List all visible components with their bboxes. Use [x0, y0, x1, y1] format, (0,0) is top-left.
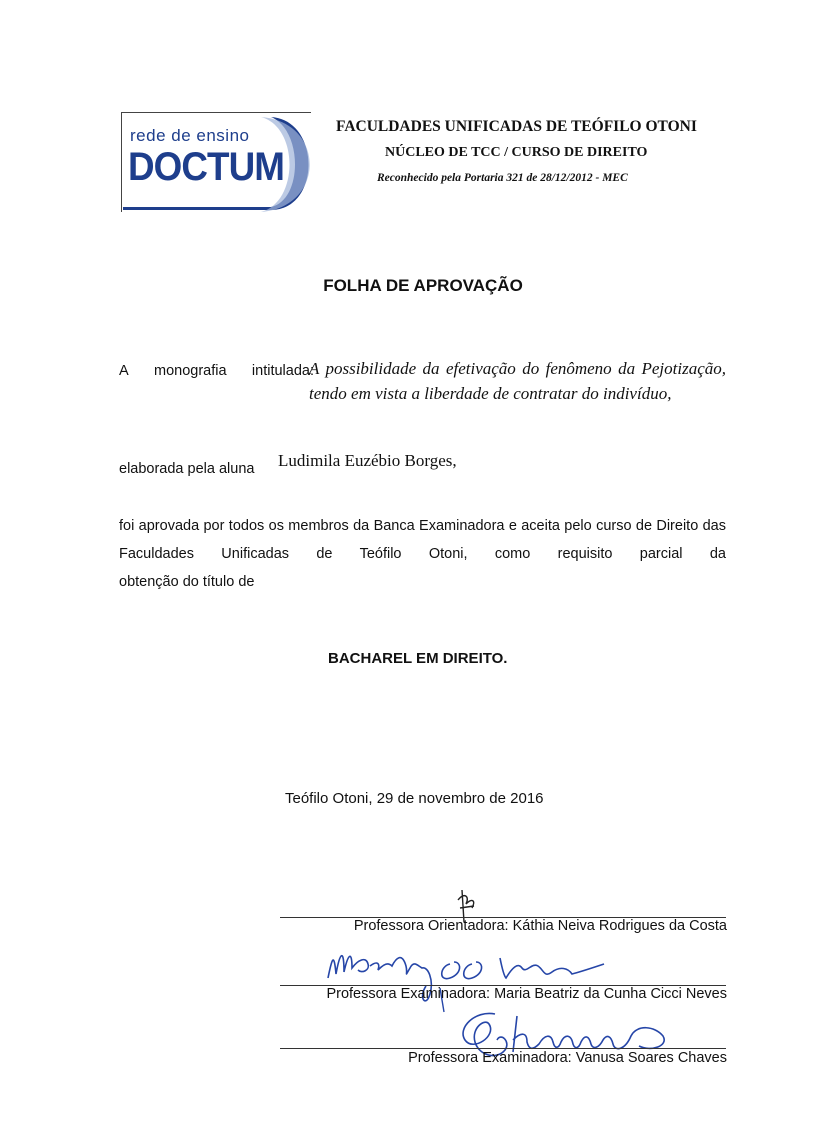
institution-name: FACULDADES UNIFICADAS DE TEÓFILO OTONI	[336, 118, 697, 135]
advisor-signature-label: Professora Orientadora: Káthia Neiva Rodrigues da Costa	[353, 918, 727, 934]
degree-title: BACHAREL EM DIREITO.	[328, 650, 508, 667]
examiner-1-signature-label: Professora Examinadora: Maria Beatriz da Cunha Cicci Neves	[326, 986, 727, 1002]
approval-text: foi aprovada por todos os membros da Banca Examinadora e aceita pelo curso de Direito das Faculdades Unificadas de Teófilo Otoni, como requisito parcial da	[119, 518, 726, 562]
monograph-label	[119, 357, 314, 385]
monograph-label-word: A	[119, 363, 129, 379]
doctum-logo	[121, 112, 313, 213]
approval-last-line: obtenção do título de	[119, 574, 255, 590]
examiner-2-signature-label: Professora Examinadora: Vanusa Soares Chaves	[408, 1050, 727, 1066]
monograph-title: A possibilidade da efetivação do fenômeno da Pejotização, tendo em vista a liberdade de contratar do indivíduo,	[309, 359, 726, 403]
page-title: FOLHA DE APROVAÇÃO	[323, 276, 523, 295]
monograph-label-word: intitulada:	[251, 363, 314, 379]
student-name: Ludimila Euzébio Borges,	[278, 451, 457, 470]
logo-small-text: rede de ensino	[130, 126, 250, 145]
place-date: Teófilo Otoni, 29 de novembro de 2016	[285, 790, 544, 807]
monograph-label-word: monografia	[154, 363, 227, 379]
logo-big-text: DOCTUM	[128, 145, 284, 189]
department-name: NÚCLEO DE TCC / CURSO DE DIREITO	[385, 145, 648, 160]
recognition-note: Reconhecido pela Portaria 321 de 28/12/2012 - MEC	[377, 172, 628, 184]
signature-line-3	[280, 1048, 726, 1049]
student-label: elaborada pela aluna	[119, 461, 255, 477]
